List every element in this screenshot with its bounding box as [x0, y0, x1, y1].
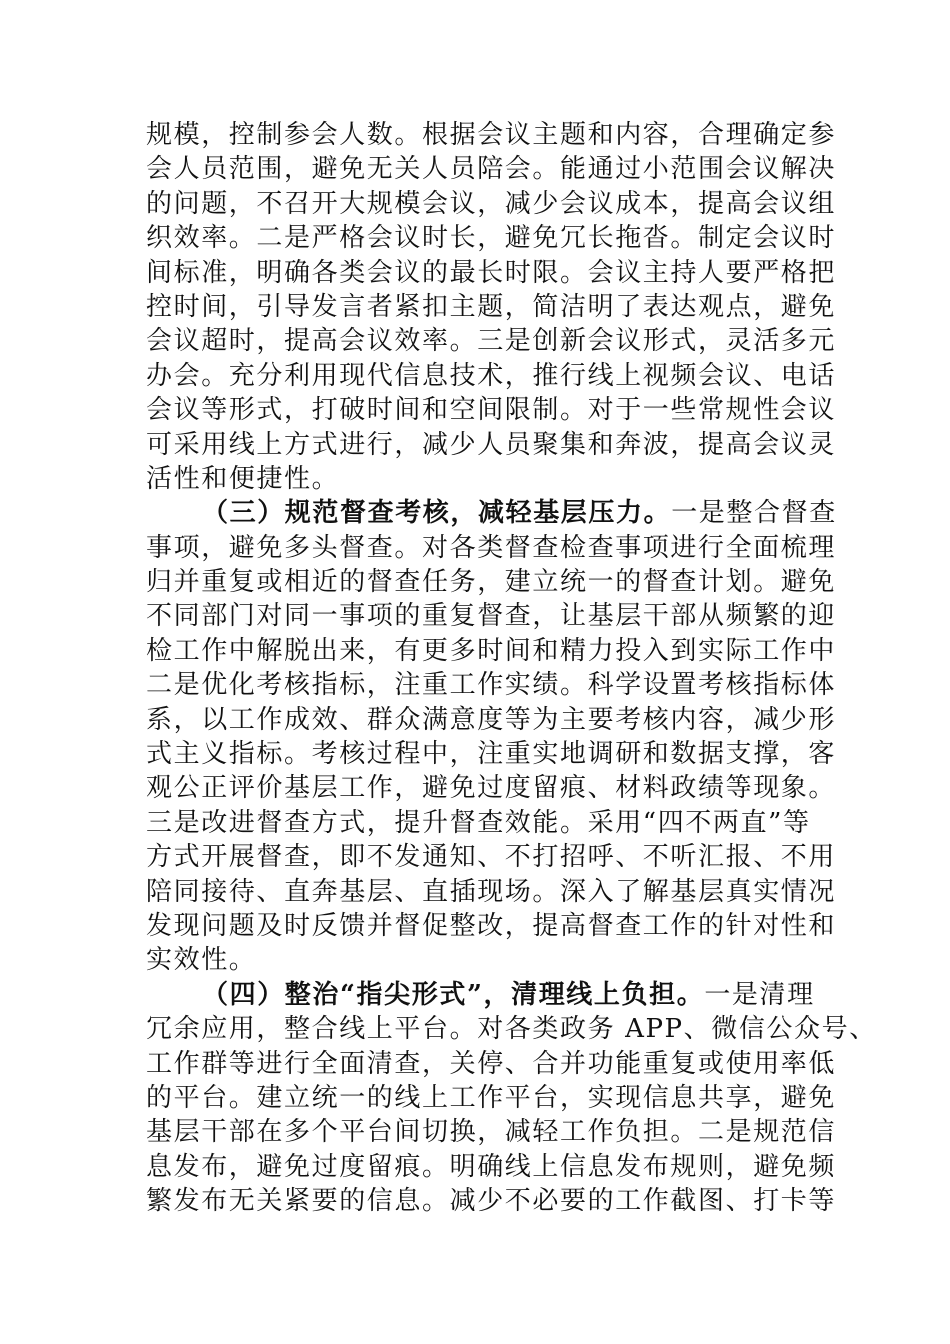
text-line: 观公正评价基层工作，避免过度留痕、材料政绩等现象。 [146, 773, 837, 804]
text-line: 三是改进督查方式，提升督查效能。采用“四不两直”等 [146, 807, 811, 838]
text-line: 不同部门对同一事项的重复督查，让基层干部从频繁的迎 [146, 601, 837, 632]
text-line: 发现问题及时反馈并督促整改，提高督查工作的针对性和 [146, 910, 837, 941]
text-line: 事项，避免多头督查。对各类督查检查事项进行全面梳理 [146, 532, 837, 563]
text-line: 间标准，明确各类会议的最长时限。会议主持人要严格把 [146, 257, 837, 288]
text-line: 会人员范围，避免无关人员陪会。能通过小范围会议解决 [146, 154, 837, 185]
text-line: 控时间，引导发言者紧扣主题，简洁明了表达观点，避免 [146, 291, 837, 322]
text-line: 会议超时，提高会议效率。三是创新会议形式，灵活多元 [146, 326, 837, 357]
text-line: 实效性。 [146, 945, 257, 976]
text-line: 工作群等进行全面清查，关停、合并功能重复或使用率低 [146, 1048, 837, 1079]
text-line: 系，以工作成效、群众满意度等为主要考核内容，减少形 [146, 704, 837, 735]
text-line: 的平台。建立统一的线上工作平台，实现信息共享，避免 [146, 1082, 837, 1113]
text-line: 基层干部在多个平台间切换，减轻工作负担。二是规范信 [146, 1117, 837, 1148]
text-line: 活性和便捷性。 [146, 463, 340, 494]
text-line: 归并重复或相近的督查任务，建立统一的督查计划。避免 [146, 567, 837, 598]
text-line: 检工作中解脱出来，有更多时间和精力投入到实际工作中 [146, 635, 837, 666]
section-heading: （三）规范督查考核，减轻基层压力。 [202, 498, 672, 529]
text-line: 方式开展督查，即不发通知、不打招呼、不听汇报、不用 [146, 842, 837, 873]
text-line: 二是优化考核指标，注重工作实绩。科学设置考核指标体 [146, 670, 837, 701]
text-line: 的问题，不召开大规模会议，减少会议成本，提高会议组 [146, 188, 837, 219]
section-heading-rest: 一是整合督查 [671, 498, 837, 529]
text-line: 规模，控制参会人数。根据会议主题和内容，合理确定参 [146, 120, 837, 150]
section-heading-line [146, 978, 815, 1012]
text-line: 办会。充分利用现代信息技术，推行线上视频会议、电话 [146, 360, 837, 391]
text-line: 陪同接待、直奔基层、直插现场。深入了解基层真实情况 [146, 876, 837, 907]
text-line: 繁发布无关紧要的信息。减少不必要的工作截图、打卡等 [146, 1186, 837, 1217]
text-line: 息发布，避免过度留痕。明确线上信息发布规则，避免频 [146, 1151, 837, 1182]
section-heading-rest: 一是清理 [704, 979, 815, 1010]
document-body [146, 118, 877, 1219]
text-line: 可采用线上方式进行，减少人员聚集和奔波，提高会议灵 [146, 429, 837, 460]
text-line: 式主义指标。考核过程中，注重实地调研和数据支撑，客 [146, 739, 837, 770]
text-line: 会议等形式，打破时间和空间限制。对于一些常规性会议 [146, 395, 837, 426]
section-heading-line [146, 496, 837, 530]
text-line: 冗余应用，整合线上平台。对各类政务 APP、微信公众号、 [146, 1014, 877, 1045]
text-line: 织效率。二是严格会议时长，避免冗长拖沓。制定会议时 [146, 223, 837, 254]
section-heading: （四）整治“指尖形式”，清理线上负担。 [202, 979, 705, 1010]
